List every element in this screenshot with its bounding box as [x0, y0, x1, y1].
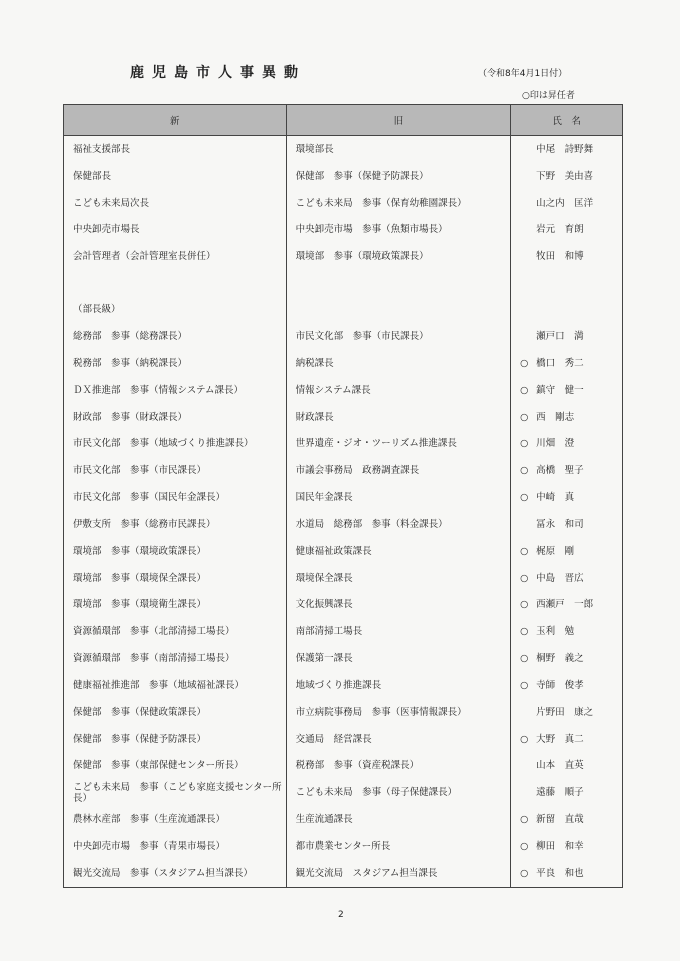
promotion-mark: ○: [520, 438, 529, 450]
table-row: [64, 806, 623, 833]
table-row: [64, 377, 623, 404]
old-position-cell: 保健部 参事（保健予防課長）: [286, 163, 511, 190]
table-row: [64, 296, 623, 323]
name-cell: [511, 511, 623, 538]
table-row: [64, 645, 623, 672]
name-cell: [511, 860, 623, 887]
promotion-mark: ○: [520, 357, 529, 369]
old-position-cell: 環境部 参事（環境政策課長）: [286, 243, 511, 270]
old-position-cell: 環境保全課長: [286, 565, 511, 592]
promotion-mark: ○: [520, 653, 529, 665]
name-cell: [511, 296, 623, 323]
person-name: 岩元 育朗: [536, 224, 584, 236]
name-cell: [511, 323, 623, 350]
old-position-cell: 健康福祉政策課長: [286, 538, 511, 565]
person-name: 桐野 義之: [536, 653, 584, 665]
old-position-cell: 財政課長: [286, 404, 511, 431]
name-cell: [511, 243, 623, 270]
person-name: 中崎 真: [536, 492, 575, 504]
old-position-cell: 地域づくり推進課長: [286, 672, 511, 699]
new-position-cell: 市民文化部 参事（国民年金課長）: [64, 484, 287, 511]
person-name: 遠藤 順子: [536, 787, 584, 799]
name-cell: [511, 457, 623, 484]
old-position-cell: 水道局 総務部 参事（料金課長）: [286, 511, 511, 538]
page-title: 鹿児島市人事異動: [130, 65, 306, 81]
name-cell: [511, 753, 623, 780]
promotion-mark: ○: [520, 867, 529, 879]
name-cell: [511, 565, 623, 592]
table-row: [64, 484, 623, 511]
table-row: [64, 672, 623, 699]
old-position-cell: 交通局 経営課長: [286, 726, 511, 753]
new-position-cell: 市民文化部 参事（市民課長）: [64, 457, 287, 484]
table-row: [64, 136, 623, 163]
promotion-mark: ○: [520, 814, 529, 826]
person-name: 西瀬戸 一郎: [536, 599, 594, 611]
person-name: 玉利 勉: [536, 626, 575, 638]
table-row: [64, 217, 623, 244]
new-position-cell: 環境部 参事（環境衛生課長）: [64, 592, 287, 619]
person-name: 寺師 俊孝: [536, 679, 584, 691]
promotion-mark: ○: [520, 545, 529, 557]
new-position-cell: 中央卸売市場長: [64, 217, 287, 244]
new-position-cell: 保健部 参事（保健政策課長）: [64, 699, 287, 726]
name-cell: [511, 136, 623, 163]
person-name: 新留 直哉: [536, 814, 584, 826]
old-position-cell: 南部清掃工場長: [286, 618, 511, 645]
promotion-mark: ○: [520, 733, 529, 745]
promotion-note: ○印は昇任者: [522, 91, 575, 101]
table-body: [64, 136, 623, 888]
person-name: 牧田 和博: [536, 251, 584, 263]
old-position-cell: 文化振興課長: [286, 592, 511, 619]
table-header-row: [64, 105, 623, 136]
new-position-cell: 保健部 参事（東部保健センター所長）: [64, 753, 287, 780]
promotion-mark: ○: [520, 411, 529, 423]
promotion-mark: ○: [520, 492, 529, 504]
new-position-cell: こども未来局次長: [64, 190, 287, 217]
name-cell: [511, 699, 623, 726]
table-row: [64, 350, 623, 377]
person-name: 平良 和也: [536, 867, 584, 879]
table-row: [64, 833, 623, 860]
new-position-cell: 環境部 参事（環境政策課長）: [64, 538, 287, 565]
table-row: [64, 565, 623, 592]
new-position-cell: 伊敷支所 参事（総務市民課長）: [64, 511, 287, 538]
promotion-mark: ○: [520, 599, 529, 611]
name-cell: [511, 190, 623, 217]
column-header-new: 新: [64, 105, 287, 136]
old-position-cell: 税務部 参事（資産税課長）: [286, 753, 511, 780]
table-row: [64, 860, 623, 887]
old-position-cell: 都市農業センター所長: [286, 833, 511, 860]
person-name: 片野田 康之: [536, 706, 594, 718]
old-position-cell: 国民年金課長: [286, 484, 511, 511]
table-row: [64, 618, 623, 645]
table-row: [64, 190, 623, 217]
name-cell: [511, 592, 623, 619]
effective-date: （令和8年4月1日付）: [478, 69, 568, 79]
table-row: [64, 699, 623, 726]
name-cell: [511, 404, 623, 431]
name-cell: [511, 430, 623, 457]
person-name: 山本 直英: [536, 760, 584, 772]
name-cell: [511, 833, 623, 860]
promotion-mark: ○: [520, 679, 529, 691]
promotion-mark: ○: [520, 572, 529, 584]
new-position-cell: 環境部 参事（環境保全課長）: [64, 565, 287, 592]
new-position-cell: （部長級）: [64, 296, 287, 323]
name-cell: [511, 217, 623, 244]
person-name: 冨永 和司: [536, 518, 584, 530]
name-cell: [511, 484, 623, 511]
page-number: 2: [338, 910, 344, 920]
table-row: [64, 163, 623, 190]
old-position-cell: 中央卸売市場 参事（魚類市場長）: [286, 217, 511, 244]
old-position-cell: 生産流通課長: [286, 806, 511, 833]
old-position-cell: こども未来局 参事（母子保健課長）: [286, 779, 511, 806]
new-position-cell: 総務部 参事（総務課長）: [64, 323, 287, 350]
person-name: 橋口 秀二: [536, 357, 584, 369]
person-name: 梶原 剛: [536, 545, 575, 557]
new-position-cell: 税務部 参事（納税課長）: [64, 350, 287, 377]
name-cell: [511, 163, 623, 190]
new-position-cell: 福祉支援部長: [64, 136, 287, 163]
new-position-cell: 会計管理者（会計管理室長併任）: [64, 243, 287, 270]
table-row: [64, 538, 623, 565]
new-position-cell: 資源循環部 参事（南部清掃工場長）: [64, 645, 287, 672]
table-row: [64, 511, 623, 538]
person-name: 高橋 聖子: [536, 465, 584, 477]
table-row: [64, 779, 623, 806]
person-name: 中尾 詩野舞: [536, 143, 594, 155]
new-position-cell: 市民文化部 参事（地域づくり推進課長）: [64, 430, 287, 457]
old-position-cell: [286, 296, 511, 323]
old-position-cell: 環境部長: [286, 136, 511, 163]
table-row: [64, 243, 623, 270]
old-position-cell: 納税課長: [286, 350, 511, 377]
old-position-cell: 保護第一課長: [286, 645, 511, 672]
column-header-old: 旧: [286, 105, 511, 136]
table-row: [64, 404, 623, 431]
new-position-cell: 観光交流局 参事（スタジアム担当課長）: [64, 860, 287, 887]
column-header-name: 氏 名: [511, 105, 623, 136]
old-position-cell: 世界遺産・ジオ・ツーリズム推進課長: [286, 430, 511, 457]
name-cell: [511, 270, 623, 296]
old-position-cell: 市議会事務局 政務調査課長: [286, 457, 511, 484]
old-position-cell: [286, 270, 511, 296]
new-position-cell: こども未来局 参事（こども家庭支援センター所長）: [64, 779, 287, 806]
table-row: [64, 592, 623, 619]
personnel-table: [63, 104, 623, 888]
old-position-cell: 情報システム課長: [286, 377, 511, 404]
person-name: 鎮守 健一: [536, 384, 584, 396]
old-position-cell: こども未来局 参事（保育幼稚園課長）: [286, 190, 511, 217]
promotion-mark: ○: [520, 465, 529, 477]
new-position-cell: 保健部長: [64, 163, 287, 190]
promotion-mark: ○: [520, 384, 529, 396]
promotion-mark: ○: [520, 841, 529, 853]
old-position-cell: 市民文化部 参事（市民課長）: [286, 323, 511, 350]
new-position-cell: ＤＸ推進部 参事（情報システム課長）: [64, 377, 287, 404]
person-name: 中島 晋広: [536, 572, 584, 584]
name-cell: [511, 672, 623, 699]
person-name: 柳田 和幸: [536, 841, 584, 853]
person-name: 瀬戸口 満: [536, 330, 584, 342]
old-position-cell: 市立病院事務局 参事（医事情報課長）: [286, 699, 511, 726]
new-position-cell: [64, 270, 287, 296]
person-name: 西 剛志: [536, 411, 575, 423]
table-row: [64, 457, 623, 484]
new-position-cell: 健康福祉推進部 参事（地域福祉課長）: [64, 672, 287, 699]
new-position-cell: 農林水産部 参事（生産流通課長）: [64, 806, 287, 833]
person-name: 大野 真二: [536, 733, 584, 745]
table-row: [64, 323, 623, 350]
person-name: 山之内 匡洋: [536, 197, 594, 209]
name-cell: [511, 726, 623, 753]
name-cell: [511, 350, 623, 377]
table-row: [64, 270, 623, 296]
new-position-cell: 保健部 参事（保健予防課長）: [64, 726, 287, 753]
name-cell: [511, 538, 623, 565]
name-cell: [511, 377, 623, 404]
table-row: [64, 726, 623, 753]
new-position-cell: 財政部 参事（財政課長）: [64, 404, 287, 431]
old-position-cell: 観光交流局 スタジアム担当課長: [286, 860, 511, 887]
table-row: [64, 430, 623, 457]
name-cell: [511, 779, 623, 806]
name-cell: [511, 645, 623, 672]
person-name: 下野 美由喜: [536, 170, 594, 182]
table-row: [64, 753, 623, 780]
name-cell: [511, 806, 623, 833]
name-cell: [511, 618, 623, 645]
person-name: 川畑 澄: [536, 438, 575, 450]
new-position-cell: 中央卸売市場 参事（青果市場長）: [64, 833, 287, 860]
new-position-cell: 資源循環部 参事（北部清掃工場長）: [64, 618, 287, 645]
promotion-mark: ○: [520, 626, 529, 638]
